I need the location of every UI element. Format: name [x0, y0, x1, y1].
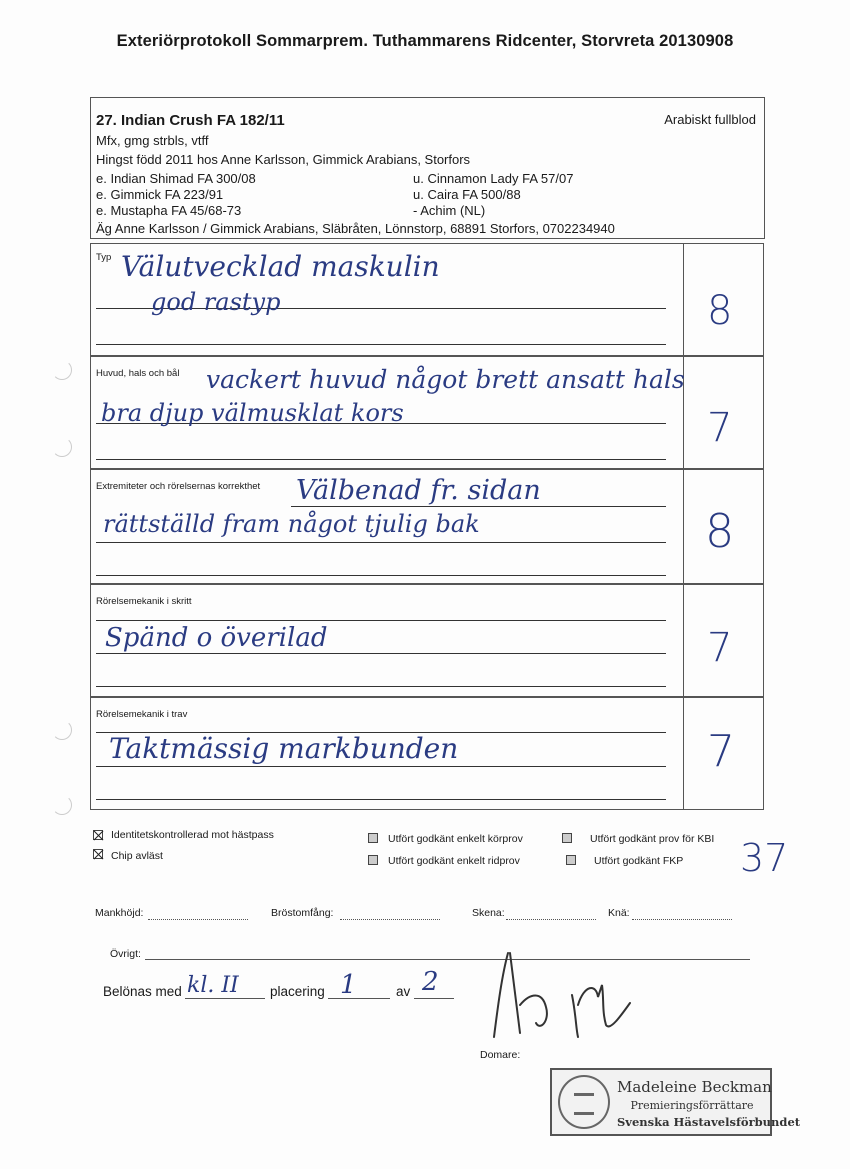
brostomfang-label: Bröstomfång:: [271, 907, 334, 919]
section-label: Typ: [96, 252, 112, 263]
section-label: Huvud, hals och bål: [96, 368, 180, 379]
section-extremiteter: [90, 469, 764, 584]
score: 7: [707, 625, 733, 671]
av-value: 2: [422, 967, 439, 997]
punch-hole: [52, 437, 72, 457]
section-label: Rörelsemekanik i trav: [96, 709, 188, 720]
kbi-checkbox[interactable]: [562, 833, 572, 843]
identity-label: Identitetskontrollerad mot hästpass: [111, 829, 274, 841]
score: 8: [705, 504, 735, 558]
pedigree-sire-dam-sire: e. Mustapha FA 45/68-73: [96, 203, 242, 218]
section-huvud-hals-bal: [90, 356, 764, 469]
av-label: av: [396, 984, 411, 999]
stamp-name: Madeleine Beckman: [617, 1078, 772, 1096]
placering-label: placering: [270, 984, 325, 999]
pedigree-dam-sire: - Achim (NL): [413, 203, 486, 218]
horse-info-box: [90, 97, 765, 239]
horse-breed: Arabiskt fullblod: [664, 112, 756, 127]
punch-hole: [52, 795, 72, 815]
birth-info: Hingst född 2011 hos Anne Karlsson, Gimmick Arabians, Storfors: [96, 152, 471, 167]
ovrigt-label: Övrigt:: [110, 948, 141, 960]
placering-value: 1: [340, 970, 357, 1000]
award-field[interactable]: [185, 998, 265, 999]
ovrigt-field[interactable]: [145, 959, 750, 960]
handwritten-comment: Spänd o överilad: [105, 623, 328, 653]
punch-hole: [52, 360, 72, 380]
document-title: Exteriörprotokoll Sommarprem. Tuthammarens Ridcenter, Storvreta 20130908: [116, 32, 734, 50]
korprov-label: Utfört godkänt enkelt körprov: [388, 833, 523, 845]
skena-label: Skena:: [472, 907, 505, 919]
kna-label: Knä:: [608, 907, 630, 919]
mankhojd-field[interactable]: [148, 919, 248, 920]
av-field[interactable]: [414, 998, 454, 999]
section-typ: [90, 243, 764, 356]
pedigree-sire: e. Indian Shimad FA 300/08: [96, 171, 256, 186]
handwritten-comment: god rastyp: [151, 288, 281, 316]
chip-label: Chip avläst: [111, 850, 163, 862]
section-label: Extremiteter och rörelsernas korrekthet: [96, 481, 261, 492]
brostomfang-field[interactable]: [340, 919, 440, 920]
judge-stamp: [550, 1068, 801, 1136]
total-score: 37: [740, 836, 789, 880]
ridprov-label: Utfört godkänt enkelt ridprov: [388, 855, 520, 867]
score: 8: [707, 288, 733, 334]
mankhojd-label: Mankhöjd:: [95, 907, 144, 919]
korprov-checkbox[interactable]: [368, 833, 378, 843]
stamp-role: Premieringsförrättare: [630, 1099, 754, 1112]
stamp-org: Svenska Hästavelsförbundet: [617, 1115, 801, 1129]
handwritten-comment: rättställd fram något tjulig bak: [103, 510, 480, 538]
punch-hole: [52, 720, 72, 740]
federation-seal-icon: [558, 1075, 610, 1129]
ridprov-checkbox[interactable]: [368, 855, 378, 865]
handwritten-comment: Välutvecklad maskulin: [121, 250, 440, 283]
owner-info: Äg Anne Karlsson / Gimmick Arabians, Släbråten, Lönnstorp, 68891 Storfors, 0702234940: [96, 221, 615, 236]
pedigree-sire-sire: e. Gimmick FA 223/91: [96, 187, 224, 202]
score: 7: [707, 726, 735, 777]
section-skritt: [90, 584, 764, 697]
skena-field[interactable]: [506, 919, 596, 920]
section-label: Rörelsemekanik i skritt: [96, 596, 192, 607]
section-trav: [90, 697, 764, 810]
placering-field[interactable]: [328, 998, 390, 999]
score: 7: [707, 405, 733, 451]
kbi-label: Utfört godkänt prov för KBI: [590, 833, 715, 845]
chip-checkbox[interactable]: [93, 849, 103, 859]
fkp-checkbox[interactable]: [566, 855, 576, 865]
fkp-label: Utfört godkänt FKP: [594, 855, 684, 867]
identity-checkbox[interactable]: [93, 830, 103, 840]
color-marks: Mfx, gmg strbls, vtff: [96, 133, 209, 148]
award-value: kl. II: [187, 973, 239, 998]
judge-label: Domare:: [480, 1049, 521, 1061]
handwritten-comment: Taktmässig markbunden: [109, 732, 459, 765]
pedigree-dam: u. Cinnamon Lady FA 57/07: [413, 171, 574, 186]
kna-field[interactable]: [632, 919, 732, 920]
horse-name: 27. Indian Crush FA 182/11: [96, 112, 285, 129]
judge-signature: [480, 945, 640, 1045]
award-label: Belönas med: [103, 984, 182, 999]
pedigree-dam-dam: u. Caira FA 500/88: [413, 187, 521, 202]
handwritten-comment: vackert huvud något brett ansatt hals: [206, 365, 685, 394]
handwritten-comment: Välbenad fr. sidan: [296, 475, 541, 506]
handwritten-comment: bra djup välmusklat kors: [101, 399, 404, 427]
